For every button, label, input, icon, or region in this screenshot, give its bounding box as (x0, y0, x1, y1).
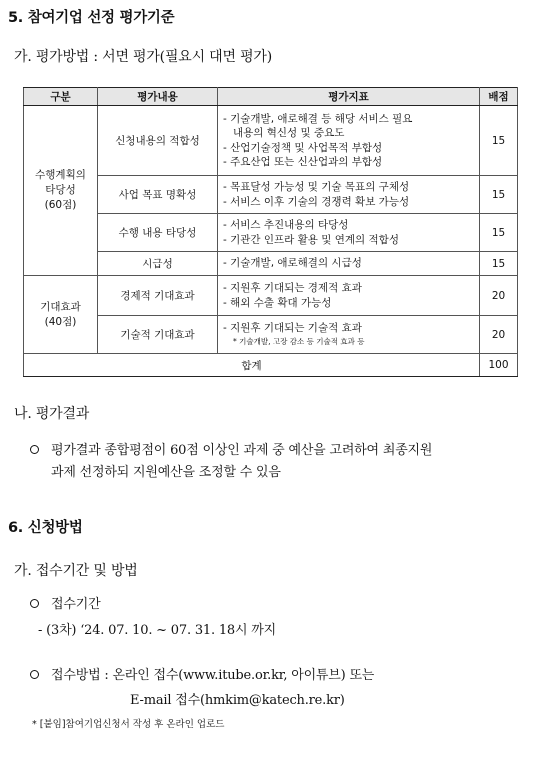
indicator-line: - 기술개발, 애로해결 등 해당 서비스 필요 (223, 112, 413, 125)
result-line-2: 과제 선정하되 지원예산을 조정할 수 있음 (51, 465, 281, 480)
evaluation-result-text (30, 440, 540, 484)
circle-bullet-icon (30, 599, 39, 608)
table-row (24, 316, 518, 354)
table-row (24, 106, 518, 176)
indicator-cell (218, 176, 480, 214)
indicator-line: - 기술개발, 애로해결의 시급성 (223, 257, 362, 270)
indicator-cell (218, 106, 480, 176)
group-label-line: (40점) (44, 315, 77, 328)
score-cell: 15 (480, 214, 518, 252)
method-line-1: 접수방법 : 온라인 접수(www.itube.or.kr, 아이튜브) 또는 (51, 668, 375, 683)
content-cell: 시급성 (98, 252, 218, 276)
header-category: 구분 (24, 88, 98, 106)
indicator-line: - 기관간 인프라 활용 및 연계의 적합성 (223, 233, 399, 246)
period-label-row (30, 594, 100, 616)
group-label-line: 수행계획의 (35, 169, 86, 181)
indicator-line: 내용의 혁신성 및 중요도 (233, 127, 345, 139)
evaluation-result-title: 나. 평가결과 (14, 406, 90, 422)
content-cell: 경제적 기대효과 (98, 276, 218, 316)
indicator-line: - 산업기술정책 및 사업목적 부합성 (223, 141, 383, 154)
table-row (24, 176, 518, 214)
indicator-cell (218, 276, 480, 316)
indicator-cell (218, 214, 480, 252)
indicator-line: - 해외 수출 확대 가능성 (223, 296, 332, 309)
group-label-plan (24, 106, 98, 276)
indicator-line: - 지원후 기대되는 경제적 효과 (223, 282, 362, 294)
evaluation-method-title: 가. 평가방법 : 서면 평가(필요시 대면 평가) (14, 49, 272, 65)
total-score: 100 (480, 354, 518, 377)
content-cell: 신청내용의 적합성 (98, 106, 218, 176)
header-content: 평가내용 (98, 88, 218, 106)
circle-bullet-icon (30, 445, 39, 454)
header-indicator: 평가지표 (218, 88, 480, 106)
group-label-line: 타당성 (45, 184, 76, 196)
group-label-line: 기대효과 (40, 300, 81, 313)
indicator-cell (218, 316, 480, 354)
section-6-title: 6. 신청방법 (8, 520, 83, 536)
group-label-effect (24, 276, 98, 354)
score-cell: 15 (480, 106, 518, 176)
indicator-line: - 지원후 기대되는 기술적 효과 (223, 322, 362, 335)
table-header-row (24, 88, 518, 106)
indicator-note: * 기술개발, 고장 감소 등 기술적 효과 등 (233, 336, 365, 346)
content-cell: 기술적 기대효과 (98, 316, 218, 354)
table-total-row (24, 354, 518, 377)
section-5-title: 5. 참여기업 선정 평가기준 (8, 10, 175, 26)
method-row (30, 665, 374, 687)
score-cell: 20 (480, 316, 518, 354)
indicator-cell (218, 252, 480, 276)
score-cell: 15 (480, 252, 518, 276)
group-label-line: (60점) (44, 199, 77, 211)
table-row (24, 214, 518, 252)
header-score: 배점 (480, 88, 518, 106)
table-row (24, 276, 518, 316)
application-period-title: 가. 접수기간 및 방법 (14, 563, 138, 579)
score-cell: 15 (480, 176, 518, 214)
period-value: - (3차) ‘24. 07. 10. ~ 07. 31. 18시 까지 (38, 623, 276, 638)
method-line-2: E-mail 접수(hmkim@katech.re.kr) (130, 693, 345, 708)
indicator-line: - 주요산업 또는 신산업과의 부합성 (223, 156, 383, 168)
evaluation-criteria-table (23, 87, 518, 377)
circle-bullet-icon (30, 670, 39, 679)
indicator-line: - 목표달성 가능성 및 기술 목표의 구체성 (223, 181, 410, 193)
indicator-line: - 서비스 이후 기술의 경쟁력 확보 가능성 (223, 195, 410, 208)
content-cell: 사업 목표 명확성 (98, 176, 218, 214)
score-cell: 20 (480, 276, 518, 316)
content-cell: 수행 내용 타당성 (98, 214, 218, 252)
indicator-line: - 서비스 추진내용의 타당성 (223, 219, 349, 231)
result-line-1: 평가결과 종합평점이 60점 이상인 과제 중 예산을 고려하여 최종지원 (51, 443, 433, 458)
total-label: 합계 (24, 354, 480, 377)
table-row (24, 252, 518, 276)
upload-footnote: * [붙임]참여기업신청서 작성 후 온라인 업로드 (32, 719, 225, 730)
period-label: 접수기간 (51, 597, 101, 612)
